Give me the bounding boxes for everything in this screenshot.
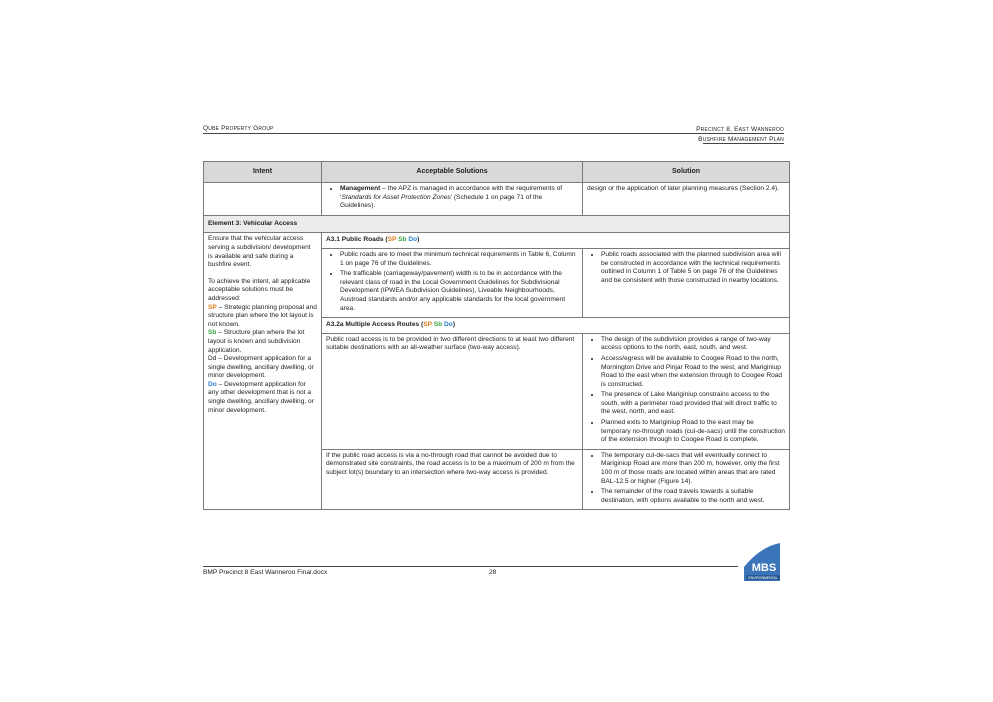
intent-sp: SP – Strategic planning proposal and structure plan where the lot layout is not known. xyxy=(208,303,317,328)
header-rule xyxy=(203,133,784,134)
list-item: • Planned exits to Mariginiup Road to the east may be temporary no-through roads (cul-de-sacs) until the construction of the extension through to Coogee Road is complete. xyxy=(601,419,785,445)
footer-filename: BMP Precinct 8 East Wanneroo Final.docx xyxy=(203,569,328,576)
list-item: • The temporary cul-de-sacs that will eventually connect to Mariginiup Road are more than 200 m, however, only the first 100 m of those roads are located within areas that are rated BAL-12.5 or higher (Figure 14). xyxy=(601,452,785,486)
list-item: • The remainder of the road travels towards a suitable destination, with options available to the north and west. xyxy=(601,488,785,505)
table-row-continued xyxy=(204,183,790,216)
list-item: • Public roads are to meet the minimum technical requirements in Table 6, Column 1 on page 76 of the Guidelines. xyxy=(340,251,578,268)
intent-p2: To achieve the intent, all applicable acceptable solutions must be addressed: xyxy=(208,277,311,302)
a32a-title: A3.2a Multiple Access Routes (SP Sb Do) xyxy=(322,318,790,334)
a32a-acceptable-2: If the public road access is via a no-through road that cannot be avoided due to demonstrated site constraints, the road access is to be a maximum of 200 m from the subject lot(s) boundary to an intersection where two-way access is provided. xyxy=(322,449,583,510)
header-company: Qube Property Group xyxy=(203,125,274,132)
intent-dd: Dd – Development application for a single dwelling, ancillary dwelling, or minor development. xyxy=(208,355,314,380)
list-item: • Access/egress will be available to Coogee Road to the north, Mornington Drive and Pinjar Road to the west, and Mariginiup Road to the east when the extension through to Coogee Road is constructed. xyxy=(601,355,785,389)
list-item: • The design of the subdivision provides a range of two-way access options to the north, east, south, and west. xyxy=(601,336,785,353)
a32a-acceptable-1: Public road access is to be provided in two different directions to at least two different suitable destinations with an all-weather surface (two-way access). xyxy=(322,333,583,449)
svg-text:ENVIRONMENTAL: ENVIRONMENTAL xyxy=(748,576,778,580)
header-project: Precinct 8, East Wanneroo xyxy=(696,126,784,133)
intent-do: Do – Development application for any other development that is not a single dwelling, ancillary dwelling, or minor development. xyxy=(208,380,314,414)
list-item: • The trafficable (carriageway/pavement) width is to be in accordance with the relevant class of road in the Local Government Guidelines for Subdivisional Development (IPWEA Subdivision Guidelines), Liveable Neighbourhoods, Austroad standards and/or any applicable standards for the local government area. xyxy=(340,270,578,313)
header-document: Bushfire Management Plan xyxy=(698,136,784,143)
intent-sb: Sb – Structure plan where the lot layout is known and subdivision application. xyxy=(208,329,305,354)
header-rule-short xyxy=(703,143,784,144)
cell-solution-continued: design or the application of later planning measures (Section 2.4). xyxy=(583,183,790,216)
page-number: 28 xyxy=(489,569,497,576)
a31-acceptable xyxy=(322,248,583,317)
section-row xyxy=(204,215,790,233)
list-item: • Public roads associated with the planned subdivision area will be constructed in accordance with the technical requirements outlined in Column 1 of Table 5 on page 76 of the Guidelines and be consistent with those constructed in nearby locations. xyxy=(601,251,785,285)
table-row-a31-title xyxy=(204,233,790,249)
intent-cell xyxy=(204,233,322,510)
col-header-intent: Intent xyxy=(204,162,322,183)
col-header-acceptable: Acceptable Solutions xyxy=(322,162,583,183)
col-header-solution: Solution xyxy=(583,162,790,183)
list-item: • The presence of Lake Mariginiup constrains access to the south, with a perimeter road provided that will direct traffic to the west, north, and east. xyxy=(601,391,785,417)
element-title: Element 3: Vehicular Access xyxy=(204,215,790,233)
cell-management xyxy=(322,183,583,216)
a31-solution xyxy=(583,248,790,317)
a32a-solution-1 xyxy=(583,333,790,449)
table-header-row xyxy=(204,162,790,183)
mbs-environmental-logo-icon xyxy=(740,541,784,585)
svg-text:MBS: MBS xyxy=(751,562,777,574)
footer-rule xyxy=(203,566,738,567)
cell-empty xyxy=(204,183,322,216)
a31-title: A3.1 Public Roads (SP Sb Do) xyxy=(322,233,790,249)
a32a-solution-2 xyxy=(583,449,790,510)
header-right xyxy=(696,125,784,145)
bushfire-criteria-table xyxy=(203,161,790,510)
list-item: • Management – the APZ is managed in accordance with the requirements of ‘Standards for Asset Protection Zones’ (Schedule 1 on page 71 of the Guidelines). xyxy=(340,185,578,211)
intent-p1: Ensure that the vehicular access serving a subdivision/ development is available and safe during a bushfire event. xyxy=(208,235,311,269)
